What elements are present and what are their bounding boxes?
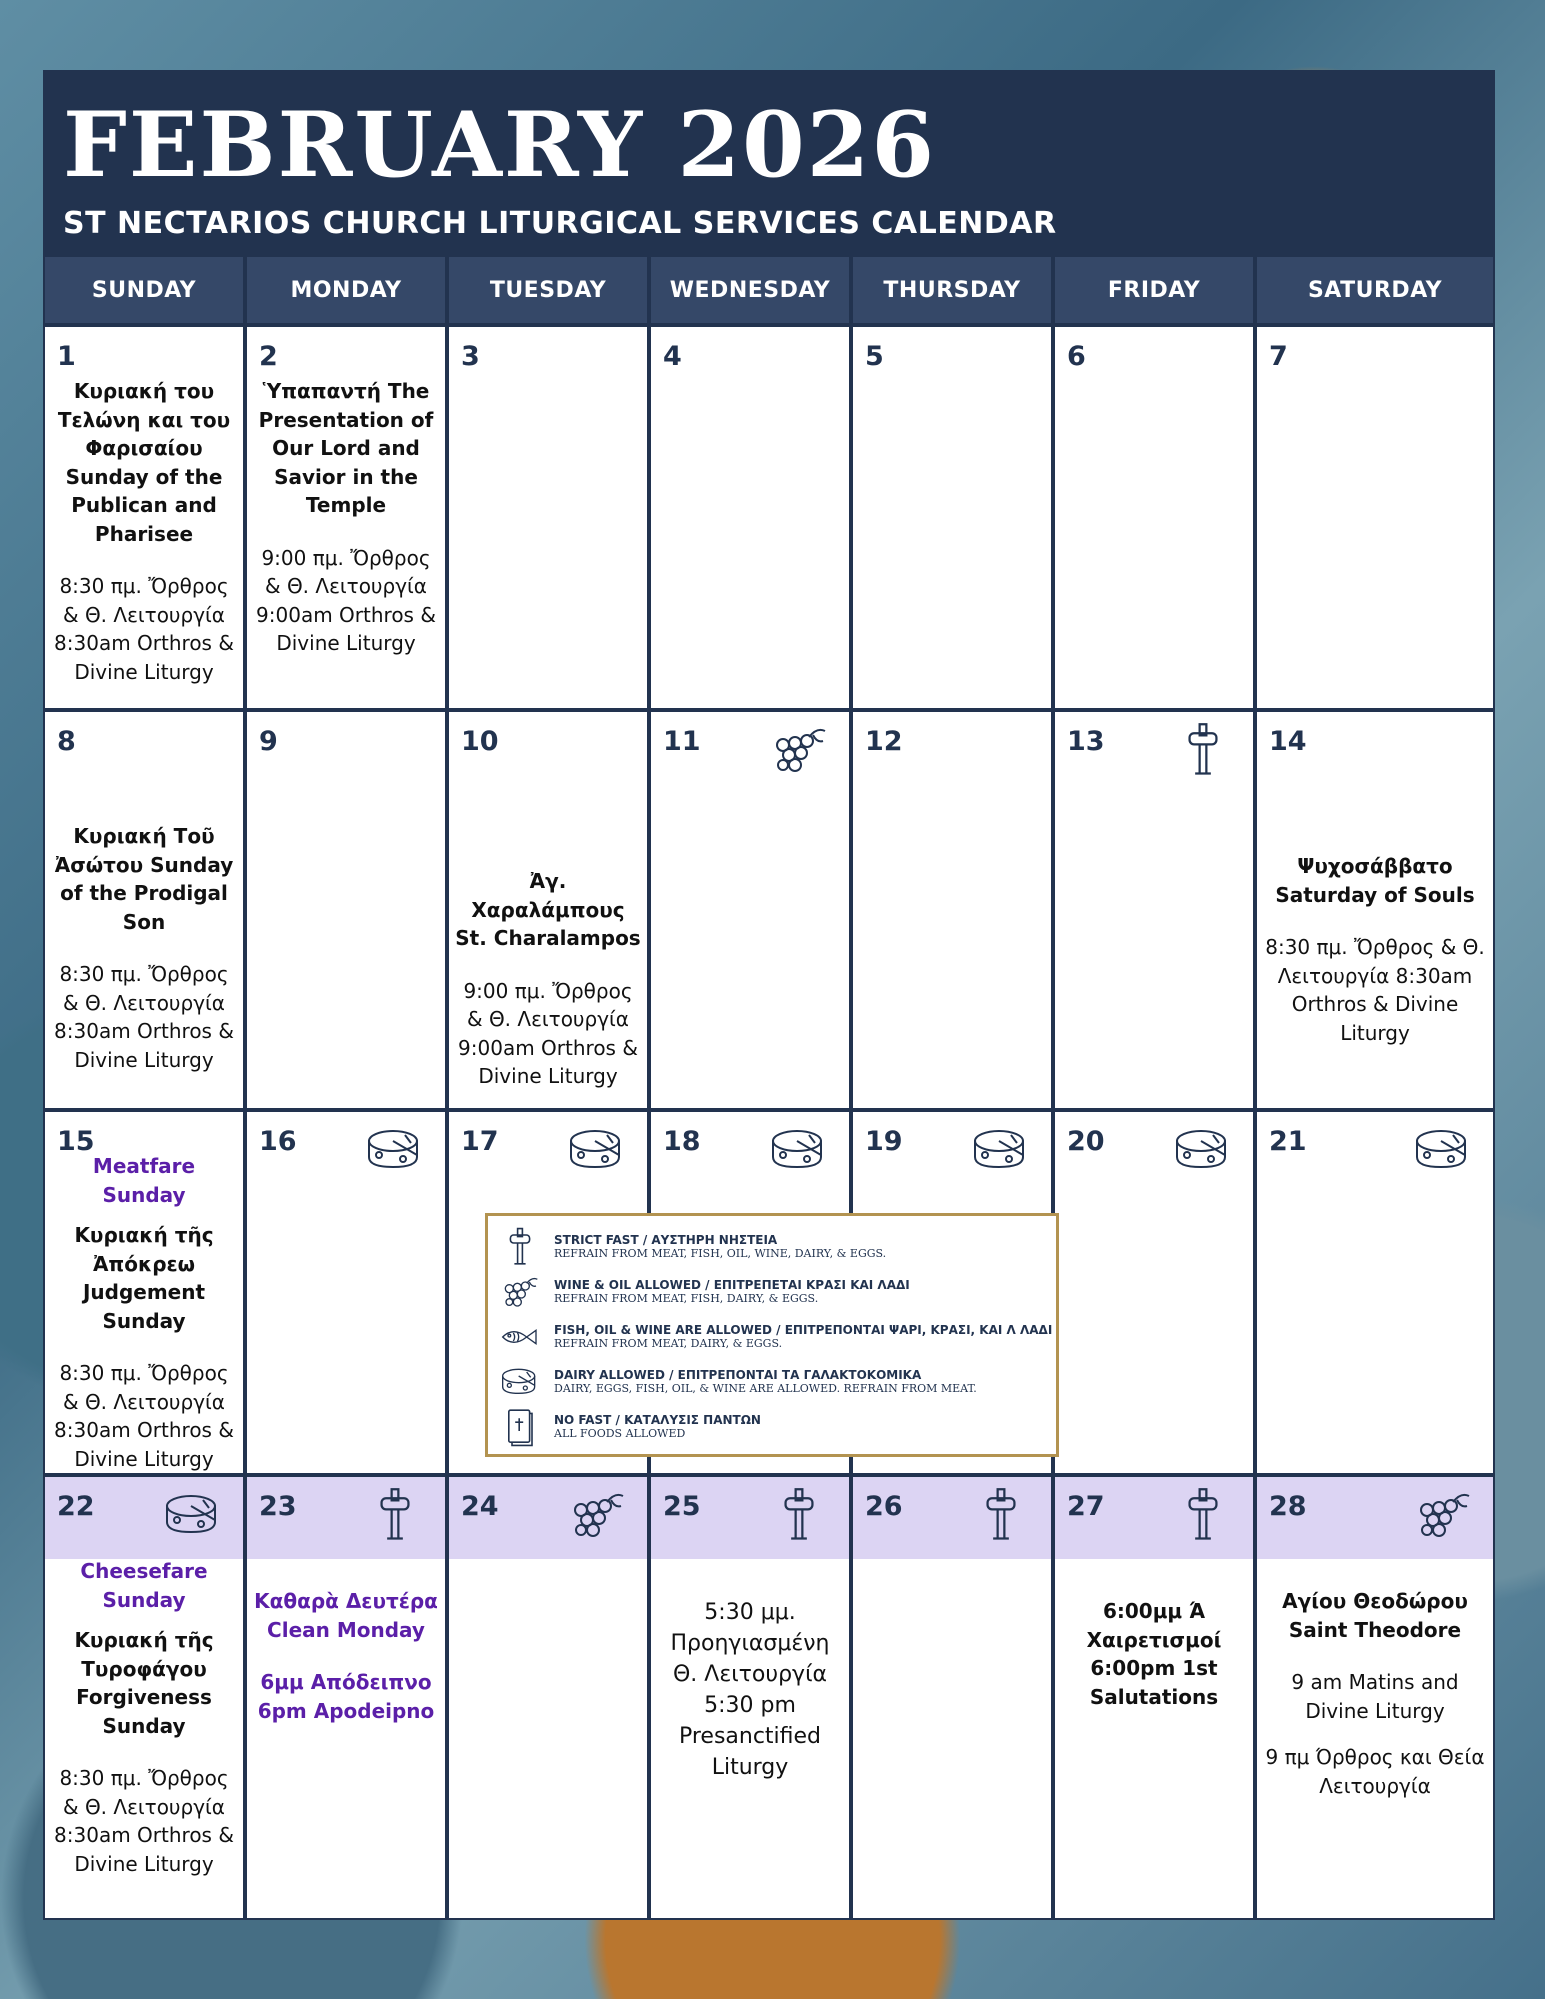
legend-description: DAIRY, EGGS, FISH, OIL, & WINE ARE ALLOWED. REFRAIN FROM MEAT. (554, 1381, 977, 1395)
week-row (43, 325, 1495, 710)
event-text: Καθαρὰ Δευτέρα Clean Monday (254, 1589, 438, 1642)
day-number: 6 (1067, 341, 1086, 372)
day-cell-1[interactable] (43, 325, 245, 710)
legend-title: STRICT FAST / ΑΥΣΤΗΡΗ ΝΗΣΤΕΙΑ (554, 1232, 778, 1247)
event-text: Cheesefare Sunday (80, 1559, 208, 1612)
event-text: Κυριακή Τοῦ Ἀσώτου Sunday of the Prodigal Son (54, 824, 234, 934)
event-text: 9 am Matins and Divine Liturgy (1291, 1670, 1459, 1723)
event-text: 9:00 πμ. Ὄρθρος & Θ. Λειτουργία 9:00am Orthros & Divine Liturgy (256, 545, 436, 655)
day-number: 23 (259, 1491, 297, 1522)
day-number: 17 (461, 1126, 499, 1157)
book-icon (500, 1407, 540, 1447)
day-number: 7 (1269, 341, 1288, 372)
day-cell-3[interactable] (447, 325, 649, 710)
legend-text (554, 1414, 761, 1440)
day-events (651, 1597, 849, 1783)
legend-description: REFRAIN FROM MEAT, DAIRY, & EGGS. (554, 1336, 783, 1350)
calendar (43, 70, 1495, 1920)
day-number: 20 (1067, 1126, 1105, 1157)
week-row (43, 1475, 1495, 1920)
legend-item (500, 1314, 1056, 1359)
day-number: 25 (663, 1491, 701, 1522)
day-number: 28 (1269, 1491, 1307, 1522)
day-cell-20[interactable] (1053, 1110, 1255, 1475)
legend-title: WINE & OIL ALLOWED / ΕΠΙΤΡΕΠΕΤΑΙ ΚΡΑΣΙ ΚΑΙ ΛΑΔΙ (554, 1277, 910, 1292)
day-events (45, 1152, 243, 1475)
day-number: 15 (57, 1126, 95, 1157)
day-number: 3 (461, 341, 480, 372)
day-cell-6[interactable] (1053, 325, 1255, 710)
weekday-thursday: THURSDAY (851, 255, 1053, 325)
cross-icon (1173, 722, 1233, 778)
day-events (247, 1587, 445, 1737)
day-cell-23[interactable] (245, 1475, 447, 1920)
legend-title: DAIRY ALLOWED / ΕΠΙΤΡΕΠΟΝΤΑΙ ΤΑ ΓΑΛΑΚΤΟΚΟΜΙΚΑ (554, 1367, 922, 1382)
day-cell-10[interactable] (447, 710, 649, 1110)
day-cell-4[interactable] (649, 325, 851, 710)
day-cell-16[interactable] (245, 1110, 447, 1475)
month-title: FEBRUARY 2026 (63, 92, 937, 198)
weekday-tuesday: TUESDAY (447, 255, 649, 325)
legend-text (554, 1234, 886, 1260)
legend-item (500, 1359, 1056, 1404)
day-cell-26[interactable] (851, 1475, 1053, 1920)
event-text: Ἀγ. Χαραλάμπους St. Charalampos (455, 869, 641, 950)
grapes-icon (500, 1272, 540, 1312)
cross-icon (500, 1227, 540, 1267)
day-number: 5 (865, 341, 884, 372)
legend-title: NO FAST / ΚΑΤΑΛΥΣΙΣ ΠΑΝΤΩΝ (554, 1412, 761, 1427)
day-cell-12[interactable] (851, 710, 1053, 1110)
cheese-icon (500, 1362, 540, 1402)
day-number: 27 (1067, 1491, 1105, 1522)
cheese-icon (971, 1122, 1031, 1178)
cross-icon (769, 1487, 829, 1543)
cross-icon (971, 1487, 1031, 1543)
legend-title: FISH, OIL & WINE ARE ALLOWED / ΕΠΙΤΡΕΠΟΝΤΑΙ ΨΑΡΙ, ΚΡΑΣΙ, ΚΑΙ Λ ΛΑΔΙ (554, 1322, 1053, 1337)
day-number: 16 (259, 1126, 297, 1157)
day-cell-14[interactable] (1255, 710, 1495, 1110)
day-cell-28[interactable] (1255, 1475, 1495, 1920)
event-text: Κυριακή τῆς Τυροφάγου Forgiveness Sunday (74, 1628, 214, 1738)
day-cell-5[interactable] (851, 325, 1053, 710)
day-number: 10 (461, 726, 499, 757)
cheese-icon (1173, 1122, 1233, 1178)
event-text: Meatfare Sunday (92, 1154, 196, 1207)
day-cell-13[interactable] (1053, 710, 1255, 1110)
day-cell-25[interactable] (649, 1475, 851, 1920)
legend-description: ALL FOODS ALLOWED (554, 1426, 686, 1440)
day-events (1257, 1587, 1493, 1818)
day-cell-22[interactable] (43, 1475, 245, 1920)
event-text: Ψυχοσάββατο Saturday of Souls (1275, 854, 1475, 907)
day-number: 26 (865, 1491, 903, 1522)
fasting-legend (485, 1213, 1059, 1457)
legend-item (500, 1269, 1056, 1314)
day-events (45, 822, 243, 1092)
day-cell-8[interactable] (43, 710, 245, 1110)
day-cell-7[interactable] (1255, 325, 1495, 710)
legend-item (500, 1224, 1056, 1269)
day-cell-21[interactable] (1255, 1110, 1495, 1475)
fish-icon (500, 1317, 540, 1357)
event-text: 9:00 πμ. Ὄρθρος & Θ. Λειτουργία 9:00am Orthros & Divine Liturgy (458, 978, 638, 1088)
day-cell-2[interactable] (245, 325, 447, 710)
weekday-header-row (43, 255, 1495, 325)
weekday-wednesday: WEDNESDAY (649, 255, 851, 325)
day-cell-11[interactable] (649, 710, 851, 1110)
day-number: 12 (865, 726, 903, 757)
day-events (1257, 852, 1493, 1065)
event-text: 8:30 πμ. Ὄρθρος & Θ. Λειτουργία 8:30am Orthros & Divine Liturgy (54, 1766, 234, 1876)
day-events (45, 377, 243, 704)
day-number: 21 (1269, 1126, 1307, 1157)
legend-description: REFRAIN FROM MEAT, FISH, OIL, WINE, DAIRY, & EGGS. (554, 1246, 887, 1260)
cross-icon (365, 1487, 425, 1543)
event-text: 8:30 πμ. Ὄρθρος & Θ. Λειτουργία 8:30am Orthros & Divine Liturgy (54, 1361, 234, 1471)
calendar-grid (43, 325, 1495, 1920)
event-text: Κυριακή του Τελώνη και του Φαρισαίου Sunday of the Publican and Pharisee (57, 379, 231, 546)
weekday-monday: MONDAY (245, 255, 447, 325)
event-text: 6:00μμ Ά Χαιρετισμοί 6:00pm 1st Salutations (1086, 1599, 1222, 1709)
legend-text (554, 1369, 977, 1395)
weekday-sunday: SUNDAY (43, 255, 245, 325)
week-row (43, 710, 1495, 1110)
day-number: 22 (57, 1491, 95, 1522)
cheese-icon (163, 1487, 223, 1543)
event-text: 8:30 πμ. Ὄρθρος & Θ. Λειτουργία 8:30am Orthros & Divine Liturgy (54, 962, 234, 1072)
day-number: 13 (1067, 726, 1105, 757)
day-cell-27[interactable] (1053, 1475, 1255, 1920)
day-events (45, 1557, 243, 1896)
event-text: Ὑπαπαντή The Presentation of Our Lord and Savior in the Temple (258, 379, 434, 517)
day-number: 18 (663, 1126, 701, 1157)
event-text: Αγίου Θεοδώρου Saint Theodore (1282, 1589, 1468, 1642)
legend-description: REFRAIN FROM MEAT, FISH, DAIRY, & EGGS. (554, 1291, 819, 1305)
event-text: 5:30 μμ. Προηγιασμένη Θ. Λειτουργία 5:30 pm Presanctified Liturgy (670, 1600, 830, 1780)
day-number: 8 (57, 726, 76, 757)
legend-text (554, 1279, 910, 1305)
day-number: 11 (663, 726, 701, 757)
day-cell-24[interactable] (447, 1475, 649, 1920)
cheese-icon (1413, 1122, 1473, 1178)
event-text: 6μμ Απόδειπνο 6pm Apodeipno (257, 1670, 435, 1723)
day-events (247, 377, 445, 676)
event-text: Κυριακή τῆς Ἀπόκρεω Judgement Sunday (74, 1223, 214, 1333)
weekday-saturday: SATURDAY (1255, 255, 1495, 325)
legend-text (554, 1324, 1052, 1350)
grapes-icon (567, 1487, 627, 1543)
calendar-subtitle: ST NECTARIOS CHURCH LITURGICAL SERVICES CALENDAR (63, 206, 1057, 241)
day-cell-9[interactable] (245, 710, 447, 1110)
day-events (449, 867, 647, 1109)
day-number: 4 (663, 341, 682, 372)
day-number: 14 (1269, 726, 1307, 757)
day-events (1055, 1597, 1253, 1735)
cross-icon (1173, 1487, 1233, 1543)
day-cell-15[interactable] (43, 1110, 245, 1475)
event-text: 9 πμ Όρθρος και Θεία Λειτουργία (1265, 1745, 1485, 1798)
cheese-icon (769, 1122, 829, 1178)
cheese-icon (365, 1122, 425, 1178)
legend-item (500, 1404, 1056, 1449)
grapes-icon (1413, 1487, 1473, 1543)
day-number: 2 (259, 341, 278, 372)
calendar-header (43, 70, 1495, 255)
cheese-icon (567, 1122, 627, 1178)
event-text: 8:30 πμ. Ὄρθρος & Θ. Λειτουργία 8:30am Orthros & Divine Liturgy (1265, 935, 1485, 1045)
day-number: 19 (865, 1126, 903, 1157)
event-text: 8:30 πμ. Ὄρθρος & Θ. Λειτουργία 8:30am Orthros & Divine Liturgy (54, 574, 234, 684)
day-number: 24 (461, 1491, 499, 1522)
day-number: 1 (57, 341, 76, 372)
day-number: 9 (259, 726, 278, 757)
grapes-icon (769, 722, 829, 778)
weekday-friday: FRIDAY (1053, 255, 1255, 325)
